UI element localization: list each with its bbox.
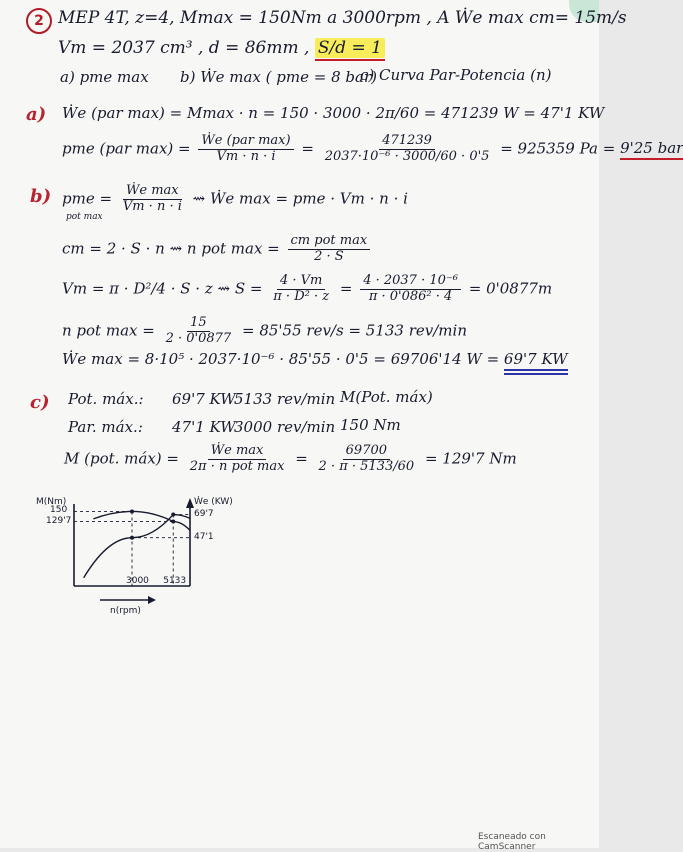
- b-eq3: Vт = π · D²/4 · S · z ⇝ S = $\frac{4 \cdot Vт}{\text{π · D² · z}}$ = $\frac{\text{4 · 2037 · 10⁻⁶}}{\text{π · 0'086² · 4}}$ = 0'0877m: [62, 273, 553, 304]
- ratio-highlight: [315, 38, 385, 58]
- statement-line-1: MEP 4T, z=4, Mmax = 150Nm a 3000rpm , A Ẇe max cm= 15m/s: [58, 8, 627, 28]
- section-a-label: a): [26, 104, 47, 125]
- rpm-arrow-head: [148, 596, 156, 604]
- task-c: c) Curva Par-Potencia (n): [360, 66, 552, 84]
- b-eq5: Ẇe max = 8·10⁵ · 2037·10⁻⁶ · 85'55 · 0'5 = 69706'14 W = 69'7 KW: [62, 350, 568, 368]
- c-row1-power: 69'7 KW: [172, 390, 236, 408]
- a-result: 9'25 bar: [620, 139, 683, 157]
- c-row1-rpm: 5133 rev/min: [234, 390, 336, 408]
- y-left-tick-129: 129'7: [46, 515, 72, 526]
- c-eq: M (pot. máx) = $\frac{\text{Ẇe max}}{\text{2π · n pot max}}$ = $\frac{69700}{2 \cdot \pi \cdot 5133/60}$ = 129'7 Nm: [64, 443, 517, 474]
- right-axis-arrow: [186, 498, 194, 508]
- c-row1-label: Pot. máx.:: [68, 390, 144, 408]
- x-tick-5133: 5133: [163, 576, 187, 586]
- y-left-label: M(Nm): [36, 497, 67, 507]
- y-left-tick-150: 150: [50, 505, 68, 516]
- power-curve: [84, 515, 190, 578]
- x-axis-label: n(rpm): [110, 606, 141, 616]
- b-eq1-sub: pot max: [66, 212, 103, 222]
- statement-line-2: Vт = 2037 cm³ , d = 86mm ,: [58, 38, 310, 58]
- y-right-tick-47: 47'1: [194, 531, 214, 542]
- problem-number: 2: [26, 8, 52, 34]
- c-row2-power: 47'1 KW: [172, 418, 236, 436]
- b-eq4: n pot max = $\frac{15}{2 \cdot 0'0877}$ = 85'55 rev/s = 5133 rev/min: [62, 315, 467, 346]
- a-eq1: Ẇe (par max) = Mmax · n = 150 · 3000 · 2π/60 = 471239 W = 47'1 KW: [62, 104, 605, 122]
- point-power-max: [171, 513, 175, 517]
- section-b-label: b): [30, 186, 52, 207]
- x-tick-3000: 3000: [126, 576, 149, 586]
- c-row2-rpm: 3000 rev/min: [234, 418, 336, 436]
- point-torque-5133: [171, 520, 175, 524]
- b-result: 69'7 KW: [504, 350, 568, 368]
- a-eq2: pme (par max) = $\frac{\text{Ẇe (par max)}}{Vт \cdot n \cdot i}$ = $\frac{471239}{\text{2037·10⁻⁶ · 3000/60 · 0'5}}$ = 925359 Pa = 9'25 bar: [62, 133, 683, 164]
- task-a: a) pme max: [60, 68, 149, 86]
- c-row1-torque: M(Pot. máx): [340, 388, 433, 406]
- c-row2-label: Par. máx.:: [68, 418, 143, 436]
- y-right-label: Ẇe (KW): [194, 497, 233, 507]
- section-c-label: c): [30, 392, 50, 413]
- torque-power-chart: [0, 490, 280, 620]
- point-torque-max: [130, 509, 134, 513]
- y-right-tick-69: 69'7: [194, 508, 214, 519]
- task-b: b) Ẇe max ( pme = 8 bar): [180, 68, 377, 86]
- ratio-text: S/d = 1: [317, 38, 382, 58]
- c-row2-torque: 150 Nm: [340, 416, 401, 434]
- b-eq2: cm = 2 · S · n ⇝ n pot max = $\frac{\text{cm pot max}}{2 \cdot S}$: [62, 234, 373, 265]
- ratio-underline: [315, 59, 385, 61]
- b-eq1: pme = $\frac{\text{Ẇe max}}{Vт \cdot n \cdot i}$ ⇝ Ẇe max = pme · Vт · n · i: [62, 183, 408, 214]
- point-power-3000: [130, 536, 134, 540]
- scanner-footer: Escaneado con CamScanner: [478, 832, 546, 852]
